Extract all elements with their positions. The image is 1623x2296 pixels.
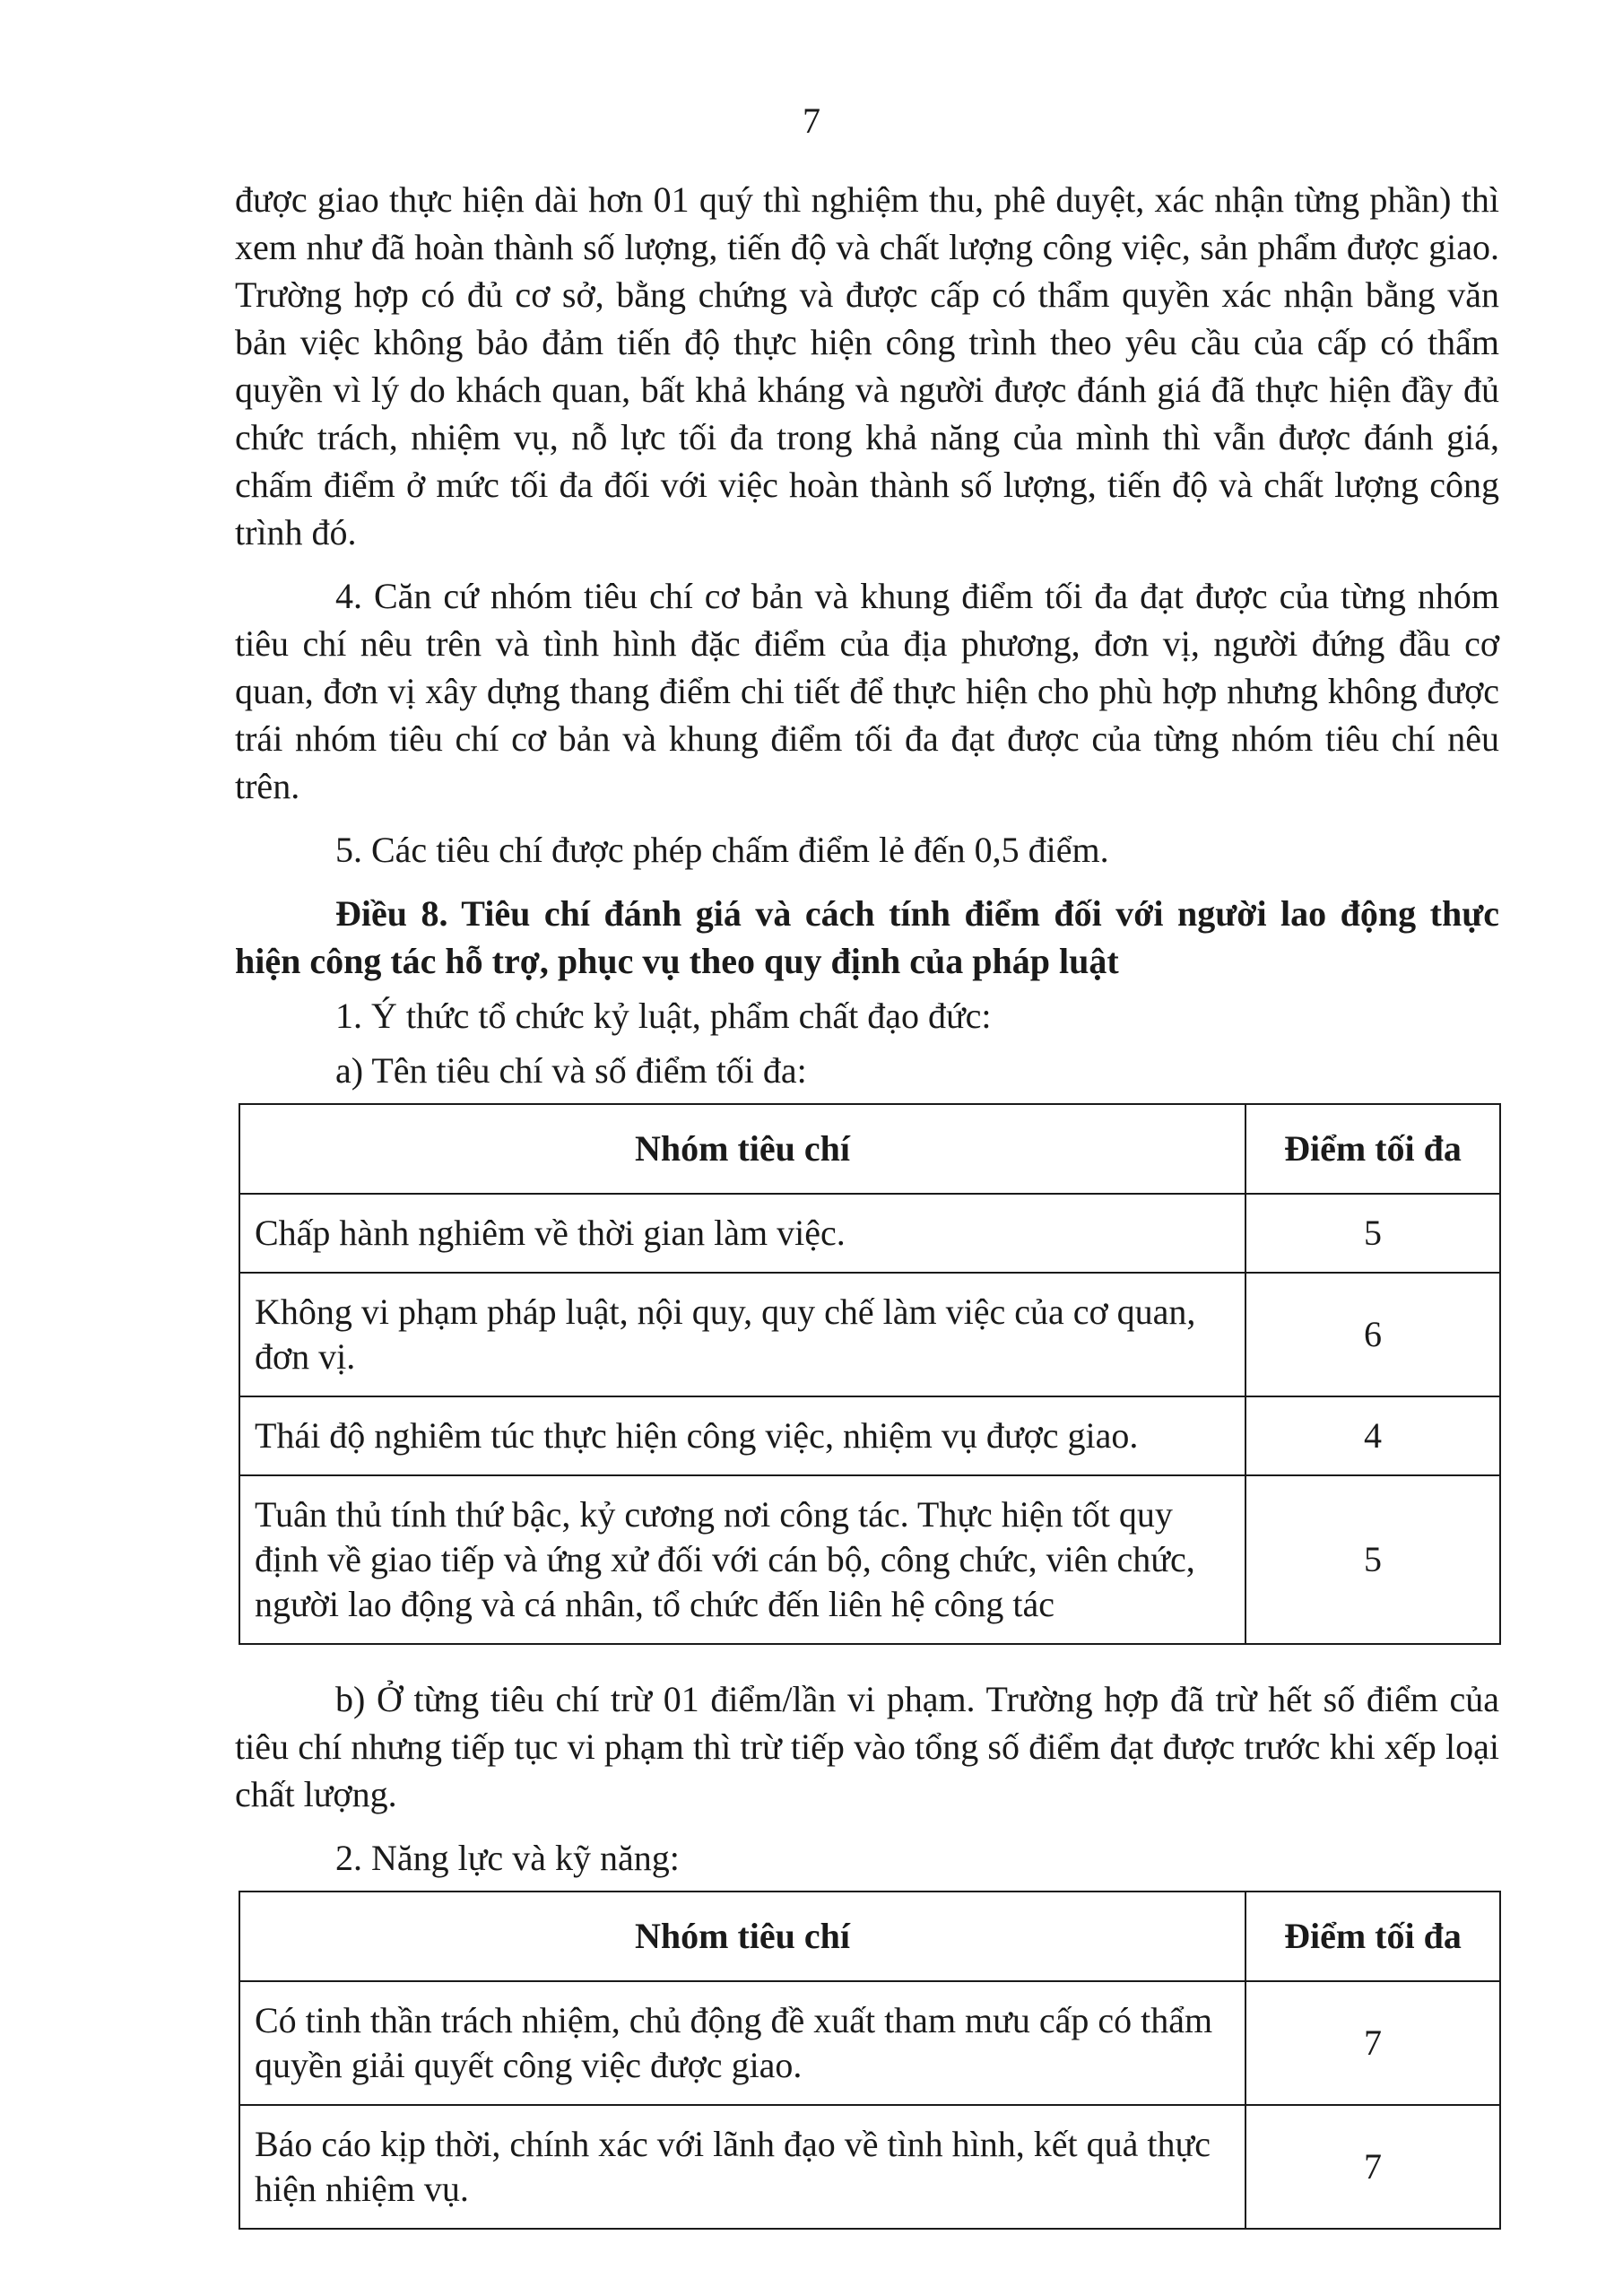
header-max-points: Điểm tối đa bbox=[1245, 1104, 1500, 1194]
item-4-paragraph: 4. Căn cứ nhóm tiêu chí cơ bản và khung điểm tối đa đạt được của từng nhóm tiêu chí nêu trên và tình hình đặc điểm của địa phương, đơn vị, người đứng đầu cơ quan, đơn vị xây dựng thang điểm chi tiết để thực hiện cho phù hợp nhưng không được trái nhóm tiêu chí cơ bản và khung điểm tối đa đạt được của từng nhóm tiêu chí nêu trên. bbox=[235, 576, 1499, 806]
points-cell: 6 bbox=[1245, 1273, 1500, 1396]
article-8-heading: Điều 8. Tiêu chí đánh giá và cách tính điểm đối với người lao động thực hiện công tác hỗ trợ, phục vụ theo quy định của pháp luật bbox=[235, 893, 1499, 981]
table-header-row bbox=[239, 1104, 1500, 1194]
criterion-cell: Có tinh thần trách nhiệm, chủ động đề xuất tham mưu cấp có thẩm quyền giải quyết công việc được giao. bbox=[239, 1981, 1245, 2105]
points-cell: 7 bbox=[1245, 2105, 1500, 2229]
section-2-title: 2. Năng lực và kỹ năng: bbox=[335, 1838, 680, 1878]
table-row bbox=[239, 1475, 1500, 1644]
table-row bbox=[239, 1981, 1500, 2105]
criterion-cell: Báo cáo kịp thời, chính xác với lãnh đạo về tình hình, kết quả thực hiện nhiệm vụ. bbox=[239, 2105, 1245, 2229]
criterion-cell: Chấp hành nghiêm về thời gian làm việc. bbox=[239, 1194, 1245, 1273]
table-row bbox=[239, 1273, 1500, 1396]
criterion-cell: Thái độ nghiêm túc thực hiện công việc, nhiệm vụ được giao. bbox=[239, 1396, 1245, 1475]
criterion-cell: Tuân thủ tính thứ bậc, kỷ cương nơi công tác. Thực hiện tốt quy định về giao tiếp và ứng xử đối với cán bộ, công chức, viên chức, người lao động và cá nhân, tổ chức đến liên hệ công tác bbox=[239, 1475, 1245, 1644]
intro-paragraph: được giao thực hiện dài hơn 01 quý thì nghiệm thu, phê duyệt, xác nhận từng phần) thì xem như đã hoàn thành số lượng, tiến độ và chất lượng công việc, sản phẩm được giao. Trường hợp có đủ cơ sở, bằng chứng và được cấp có thẩm quyền xác nhận bằng văn bản việc không bảo đảm tiến độ thực hiện công trình theo yêu cầu của cấp có thẩm quyền vì lý do khách quan, bất khả kháng và người được đánh giá đã thực hiện đầy đủ chức trách, nhiệm vụ, nỗ lực tối đa trong khả năng của mình thì vẫn được đánh giá, chấm điểm ở mức tối đa đối với việc hoàn thành số lượng, tiến độ và chất lượng công trình đó. bbox=[235, 179, 1499, 552]
criterion-cell: Không vi phạm pháp luật, nội quy, quy chế làm việc của cơ quan, đơn vị. bbox=[239, 1273, 1245, 1396]
item-5-paragraph: 5. Các tiêu chí được phép chấm điểm lẻ đến 0,5 điểm. bbox=[335, 830, 1109, 870]
page-number: 7 bbox=[803, 100, 820, 141]
criteria-table-discipline bbox=[239, 1103, 1501, 1645]
section-1a-title: a) Tên tiêu chí và số điểm tối đa: bbox=[335, 1050, 807, 1091]
section-1-title: 1. Ý thức tổ chức kỷ luật, phẩm chất đạo đức: bbox=[335, 996, 992, 1036]
table-row bbox=[239, 2105, 1500, 2229]
points-cell: 5 bbox=[1245, 1475, 1500, 1644]
points-cell: 4 bbox=[1245, 1396, 1500, 1475]
header-criteria-group: Nhóm tiêu chí bbox=[239, 1892, 1245, 1981]
table-row bbox=[239, 1396, 1500, 1475]
header-criteria-group: Nhóm tiêu chí bbox=[239, 1104, 1245, 1194]
points-cell: 7 bbox=[1245, 1981, 1500, 2105]
section-1b-paragraph: b) Ở từng tiêu chí trừ 01 điểm/lần vi phạm. Trường hợp đã trừ hết số điểm của tiêu chí nhưng tiếp tục vi phạm thì trừ tiếp vào tổng số điểm đạt được trước khi xếp loại chất lượng. bbox=[235, 1679, 1499, 1814]
table-header-row bbox=[239, 1892, 1500, 1981]
points-cell: 5 bbox=[1245, 1194, 1500, 1273]
table-row bbox=[239, 1194, 1500, 1273]
criteria-table-competence bbox=[239, 1891, 1501, 2230]
document-body bbox=[235, 176, 1499, 2260]
header-max-points: Điểm tối đa bbox=[1245, 1892, 1500, 1981]
